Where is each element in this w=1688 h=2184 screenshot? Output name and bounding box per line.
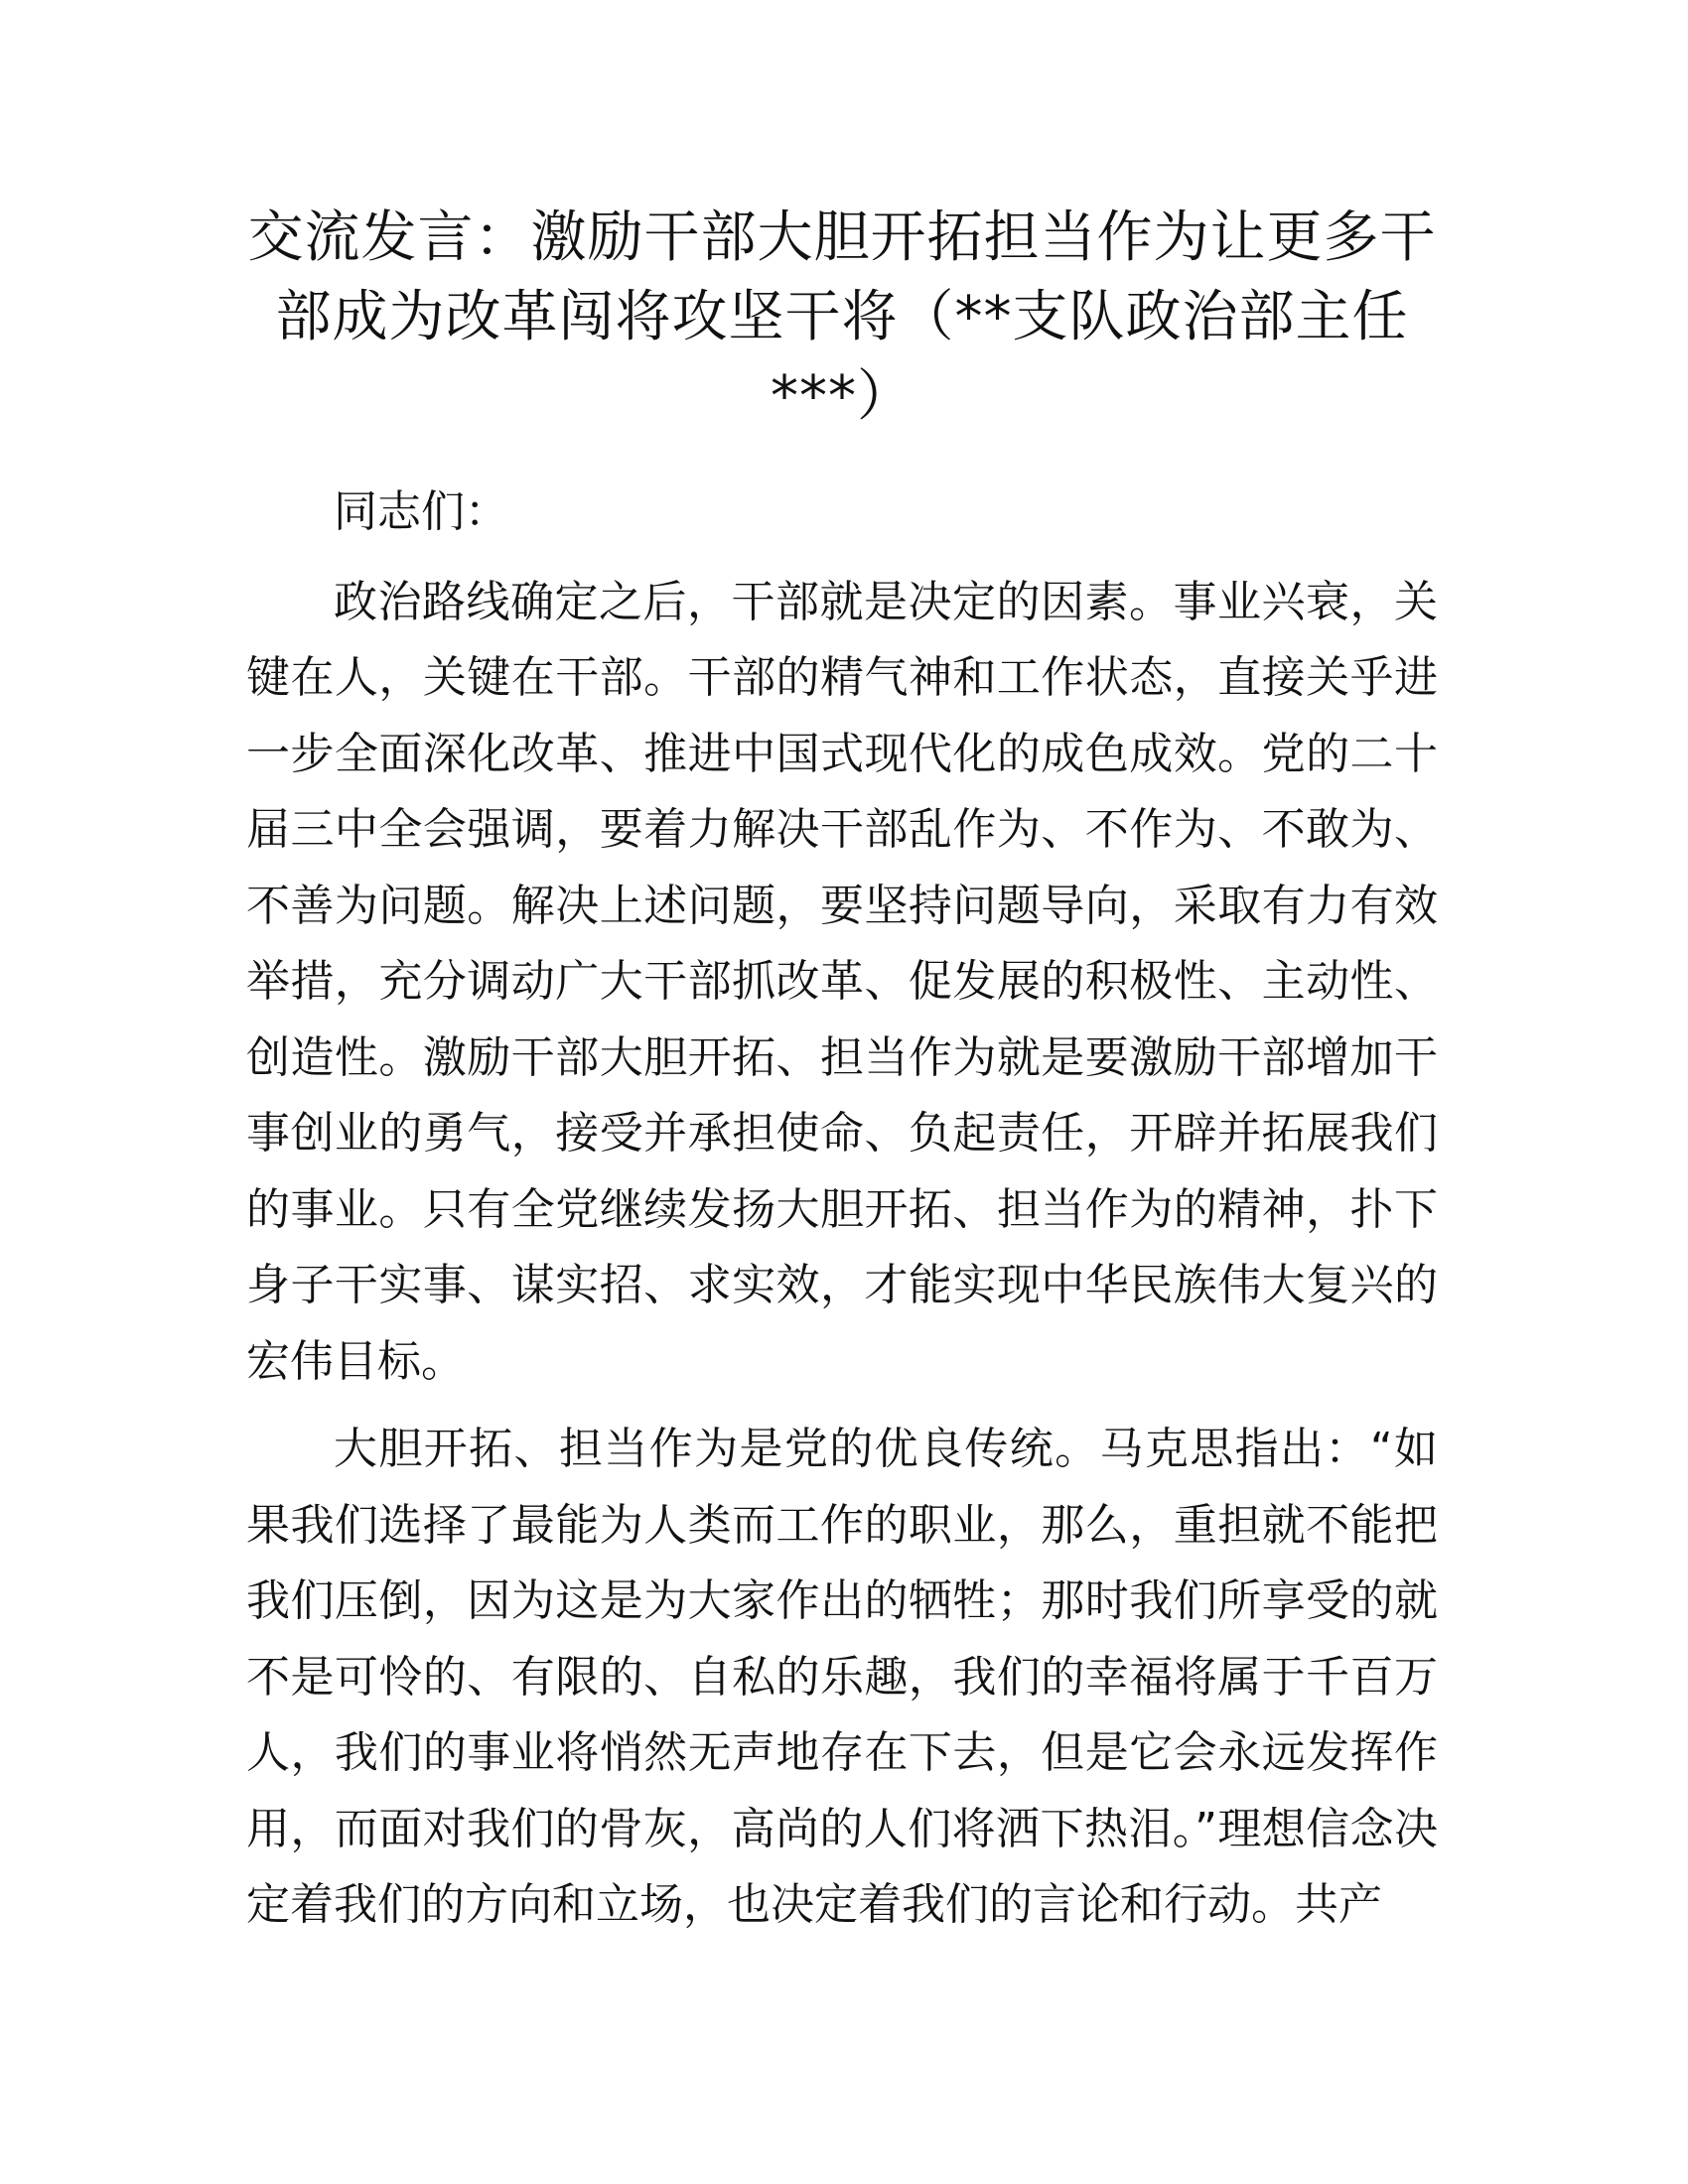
salutation: 同志们： <box>334 486 508 537</box>
paragraph-1: 政治路线确定之后，干部就是决定的因素。事业兴衰，关键在人，关键在干部。干部的精气神和工作状态，直接关乎进一步全面深化改革、推进中国式现代化的成色成效。党的二十届三中全会强调，要着力解决干部乱作为、不作为、不敢为、不善为问题。解决上述问题，要坚持问题导向，采取有力有效举措，充分调动广大干部抓改革、促发展的积极性、主动性、创造性。激励干部大胆开拓、担当作为就是要激励干部增加干事创业的勇气，接受并承担使命、负起责任，开辟并拓展我们的事业。只有全党继续发扬大胆开拓、担当作为的精神，扑下身子干实事、谋实招、求实效，才能实现中华民族伟大复兴的宏伟目标。 <box>246 576 1438 1387</box>
document-title: 交流发言：激励干部大胆开拓担当作为让更多干部成为改革闯将攻坚干将（**支队政治部主任***） <box>247 205 1437 429</box>
document-body <box>246 475 1438 1944</box>
paragraph-2: 大胆开拓、担当作为是党的优良传统。马克思指出：“如果我们选择了最能为人类而工作的职业，那么，重担就不能把我们压倒，因为这是为大家作出的牺牲；那时我们所享受的就不是可怜的、有限的、自私的乐趣，我们的幸福将属于千百万人，我们的事业将悄然无声地存在下去，但是它会永远发挥作用，而面对我们的骨灰，高尚的人们将洒下热泪。”理想信念决定着我们的方向和立场，也决定着我们的言论和行动。共产 <box>246 1424 1438 1930</box>
document-page <box>246 199 1438 1956</box>
